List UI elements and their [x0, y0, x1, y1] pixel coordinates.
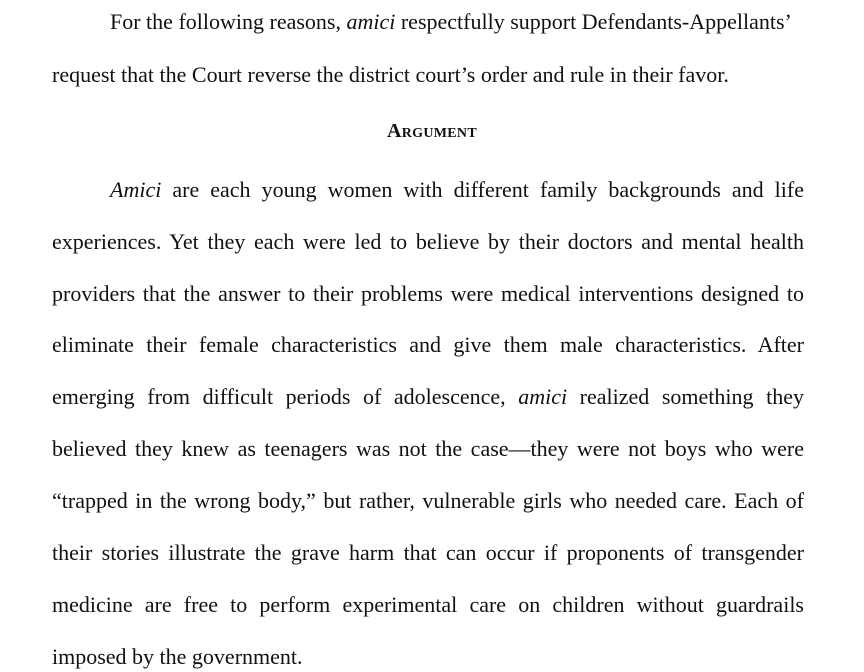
body-line-10: imposed by the government. [52, 644, 303, 669]
body-line-3: providers that the answer to their problems were medical interventions designed to [52, 281, 804, 306]
intro-line-2: request that the Court reverse the district court’s order and rule in their favor. [52, 62, 729, 87]
body-line-7: “trapped in the wrong body,” but rather, vulnerable girls who needed care. Each of [52, 488, 804, 513]
body-text: realized something they [567, 384, 804, 409]
body-line-6: believed they knew as teenagers was not the case—they were not boys who were [52, 436, 804, 461]
amici-italic: amici [346, 9, 396, 34]
body-text: emerging from difficult periods of adolescence, [52, 384, 519, 409]
section-heading: Argument [387, 120, 477, 142]
body-line-4: eliminate their female characteristics and give them male characteristics. After [52, 332, 804, 357]
body-line-8: their stories illustrate the grave harm that can occur if proponents of transgender [52, 540, 804, 565]
intro-text: For the following reasons, [110, 9, 347, 34]
body-line-1 [110, 177, 804, 203]
body-text: are each young women with different family backgrounds and life [161, 177, 804, 202]
body-line-2: experiences. Yet they each were led to believe by their doctors and mental health [52, 229, 804, 254]
amici-italic: amici [518, 384, 568, 409]
body-line-5 [52, 384, 804, 410]
amici-italic: Amici [110, 177, 162, 202]
intro-text: respectfully support Defendants-Appellants’ [395, 9, 792, 34]
intro-line-1 [110, 9, 804, 35]
body-line-9: medicine are free to perform experimental care on children without guardrails [52, 592, 804, 617]
